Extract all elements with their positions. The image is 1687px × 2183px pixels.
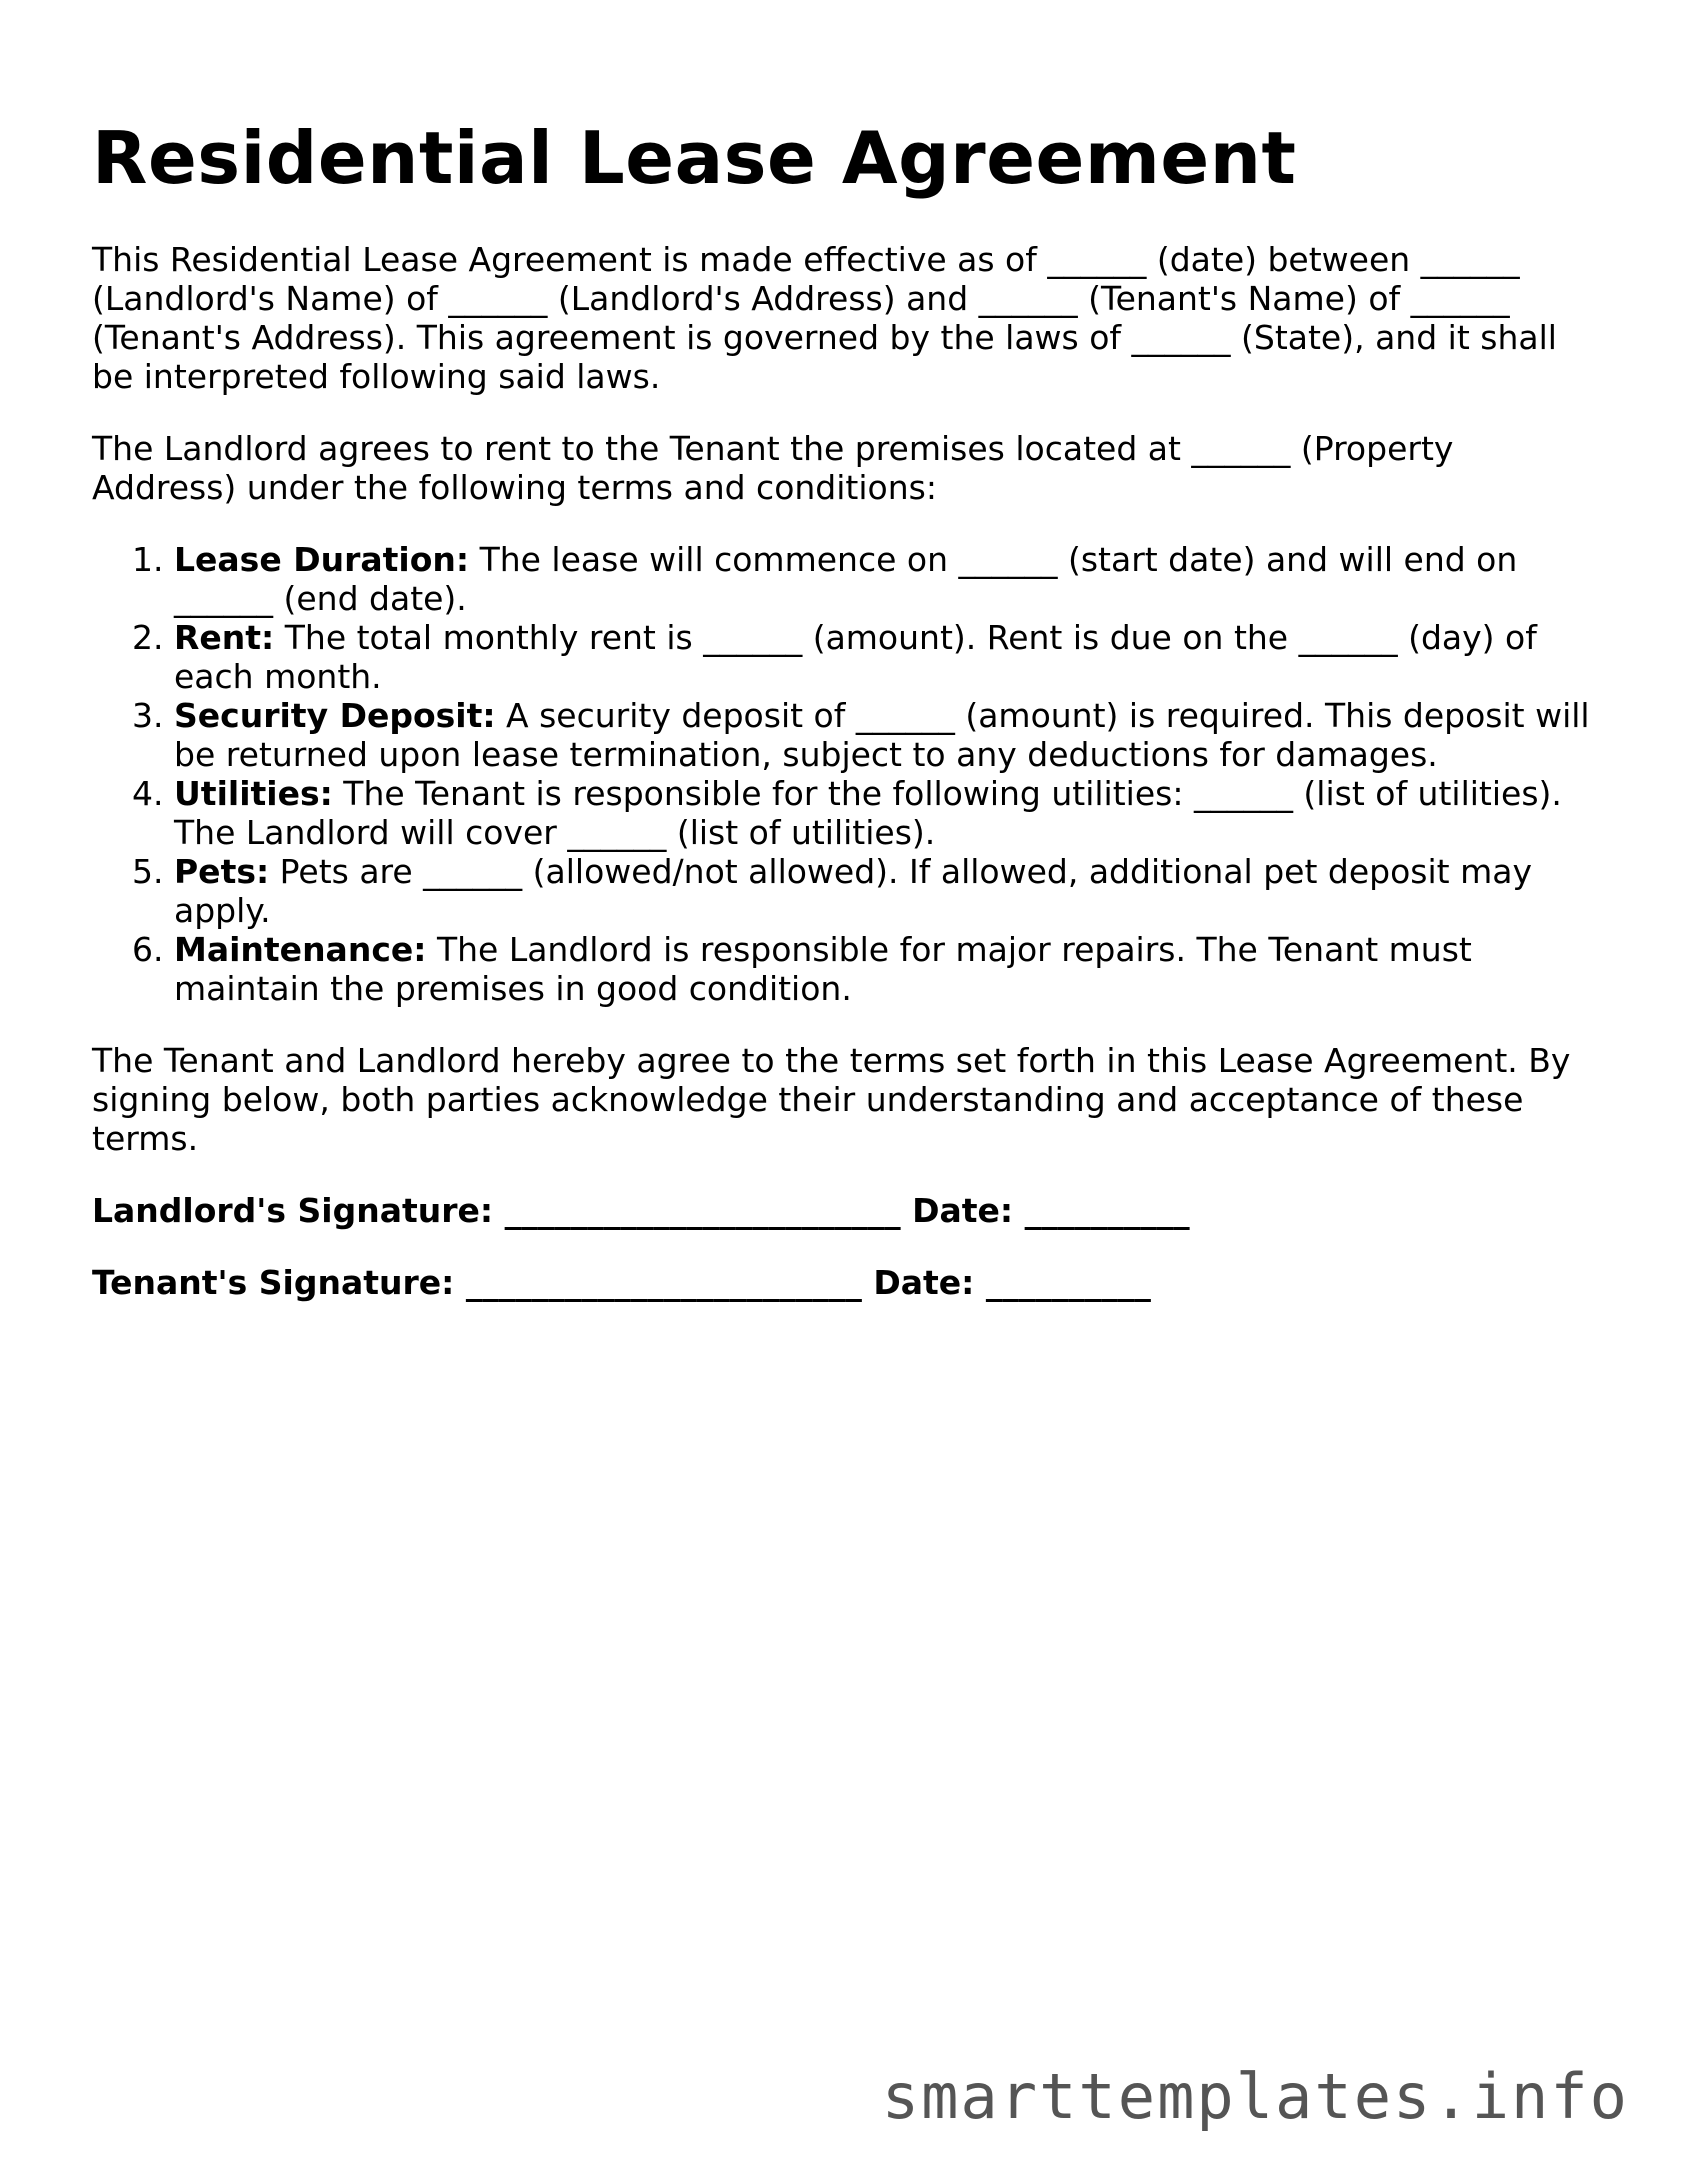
premises-paragraph: The Landlord agrees to rent to the Tenant the premises located at ______ (Property Address) under the following terms and conditions: (92, 429, 1454, 507)
term-security-deposit (174, 696, 1602, 774)
closing-paragraph: The Tenant and Landlord hereby agree to the terms set forth in this Lease Agreement. By signing below, both parties acknowledge their understanding and acceptance of these terms. (92, 1041, 1571, 1158)
term-text: The lease will commence on ______ (start date) and will end on ______ (end date). (174, 540, 1518, 618)
term-label: Rent: (174, 618, 275, 657)
term-rent (174, 618, 1602, 696)
term-label: Utilities: (174, 774, 333, 813)
terms-list (92, 540, 1602, 1008)
landlord-signature-line: Landlord's Signature: ________________________ Date: __________ (92, 1191, 1190, 1230)
term-maintenance (174, 930, 1602, 1008)
term-label: Security Deposit: (174, 696, 496, 735)
term-text: The Landlord is responsible for major repairs. The Tenant must maintain the premises in good condition. (174, 930, 1472, 1008)
term-text: A security deposit of ______ (amount) is required. This deposit will be returned upon lease termination, subject to any deductions for damages. (174, 696, 1590, 774)
term-text: The Tenant is responsible for the following utilities: ______ (list of utilities). The Landlord will cover ______ (list of utilities). (174, 774, 1562, 852)
term-label: Maintenance: (174, 930, 427, 969)
intro-paragraph: This Residential Lease Agreement is made effective as of ______ (date) between ______ (Landlord's Name) of ______ (Landlord's Address) and ______ (Tenant's Name) of ______ (Tenant's Address). This agreement is governed by the laws of ______ (State), and it shall be interpreted following said laws. (92, 240, 1557, 396)
term-lease-duration (174, 540, 1602, 618)
term-label: Lease Duration: (174, 540, 470, 579)
term-label: Pets: (174, 852, 270, 891)
document-title: Residential Lease Agreement (92, 116, 1297, 200)
term-utilities (174, 774, 1602, 852)
tenant-signature-line: Tenant's Signature: ________________________ Date: __________ (92, 1263, 1151, 1302)
watermark: smarttemplates.info (881, 2060, 1629, 2133)
document-page (92, 112, 1602, 1302)
term-pets (174, 852, 1602, 930)
term-text: The total monthly rent is ______ (amount). Rent is due on the ______ (day) of each month. (174, 618, 1537, 696)
term-text: Pets are ______ (allowed/not allowed). If allowed, additional pet deposit may apply. (174, 852, 1532, 930)
